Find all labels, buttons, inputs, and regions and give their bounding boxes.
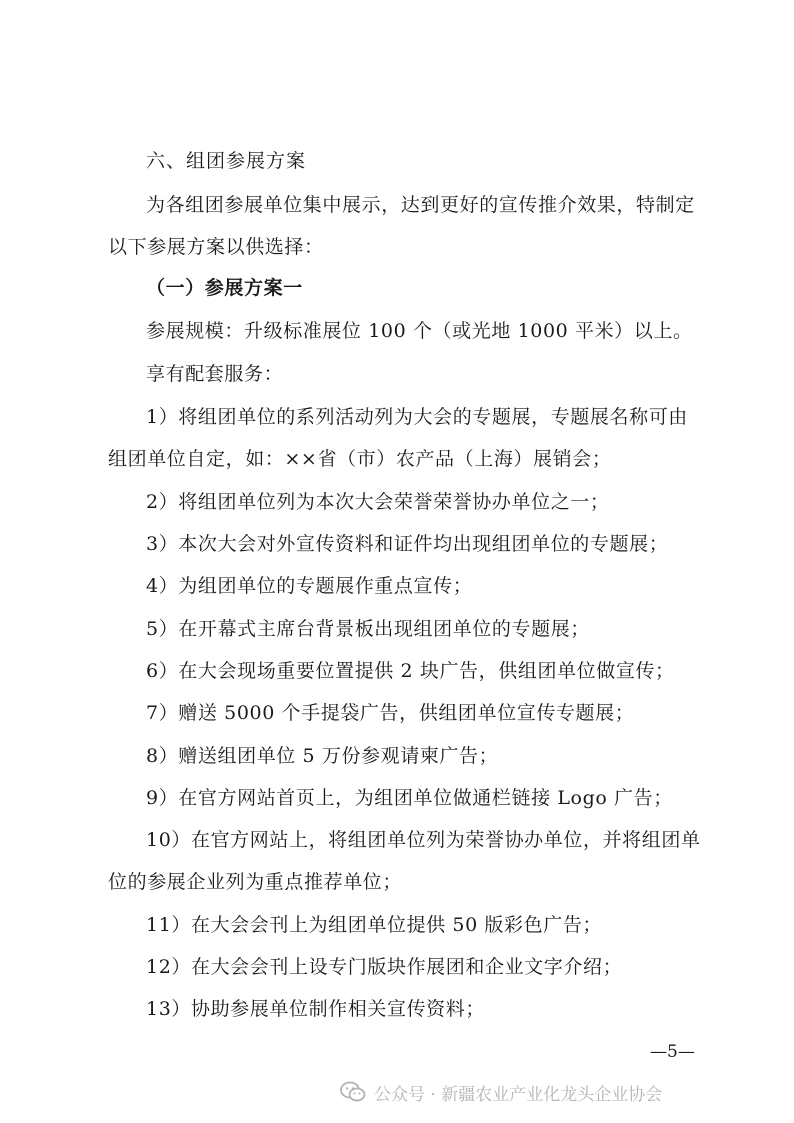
service-item: 9）在官方网站首页上，为组团单位做通栏链接 Logo 广告； <box>146 787 673 809</box>
watermark-text: 公众号 · 新疆农业产业化龙头企业协会 <box>374 1084 663 1105</box>
service-item: 10）在官方网站上，将组团单位列为荣誉协办单位，并将组团单 <box>146 829 701 851</box>
intro-line-1: 为各组团参展单位集中展示，达到更好的宣传推介效果，特制定 <box>146 194 695 216</box>
service-item: 7）赠送 5000 个手提袋广告，供组团单位宣传专题展； <box>146 702 635 724</box>
watermark <box>340 1078 662 1106</box>
service-item: 1）将组团单位的系列活动列为大会的专题展，专题展名称可由 <box>146 406 688 428</box>
intro-line-2: 以下参展方案以供选择： <box>108 236 324 258</box>
wechat-icon <box>340 1081 366 1103</box>
scale-paragraph: 参展规模：升级标准展位 100 个（或光地 1000 平米）以上。 <box>146 320 693 342</box>
service-item-continued: 位的参展企业列为重点推荐单位； <box>108 871 403 893</box>
service-item: 12）在大会会刊上设专门版块作展团和企业文字介绍； <box>146 956 623 978</box>
section-title: 六、组团参展方案 <box>146 150 307 172</box>
service-item: 4）为组团单位的专题展作重点宣传； <box>146 575 473 597</box>
service-item: 13）协助参展单位制作相关宣传资料； <box>146 998 485 1020</box>
subsection-title: （一）参展方案一 <box>146 277 303 299</box>
services-heading: 享有配套服务： <box>146 363 284 385</box>
service-item: 5）在开幕式主席台背景板出现组团单位的专题展； <box>146 618 590 640</box>
service-item: 8）赠送组团单位 5 万份参观请柬广告； <box>146 745 499 767</box>
service-item: 3）本次大会对外宣传资料和证件均出现组团单位的专题展； <box>146 533 669 555</box>
page-number: —5— <box>650 1042 695 1062</box>
service-item: 6）在大会现场重要位置提供 2 块广告，供组团单位做宣传； <box>146 660 675 682</box>
service-item-continued: 组团单位自定，如：××省（市）农产品（上海）展销会； <box>108 448 612 470</box>
service-item: 11）在大会会刊上为组团单位提供 50 版彩色广告； <box>146 914 603 936</box>
service-item: 2）将组团单位列为本次大会荣誉荣誉协办单位之一； <box>146 491 610 513</box>
